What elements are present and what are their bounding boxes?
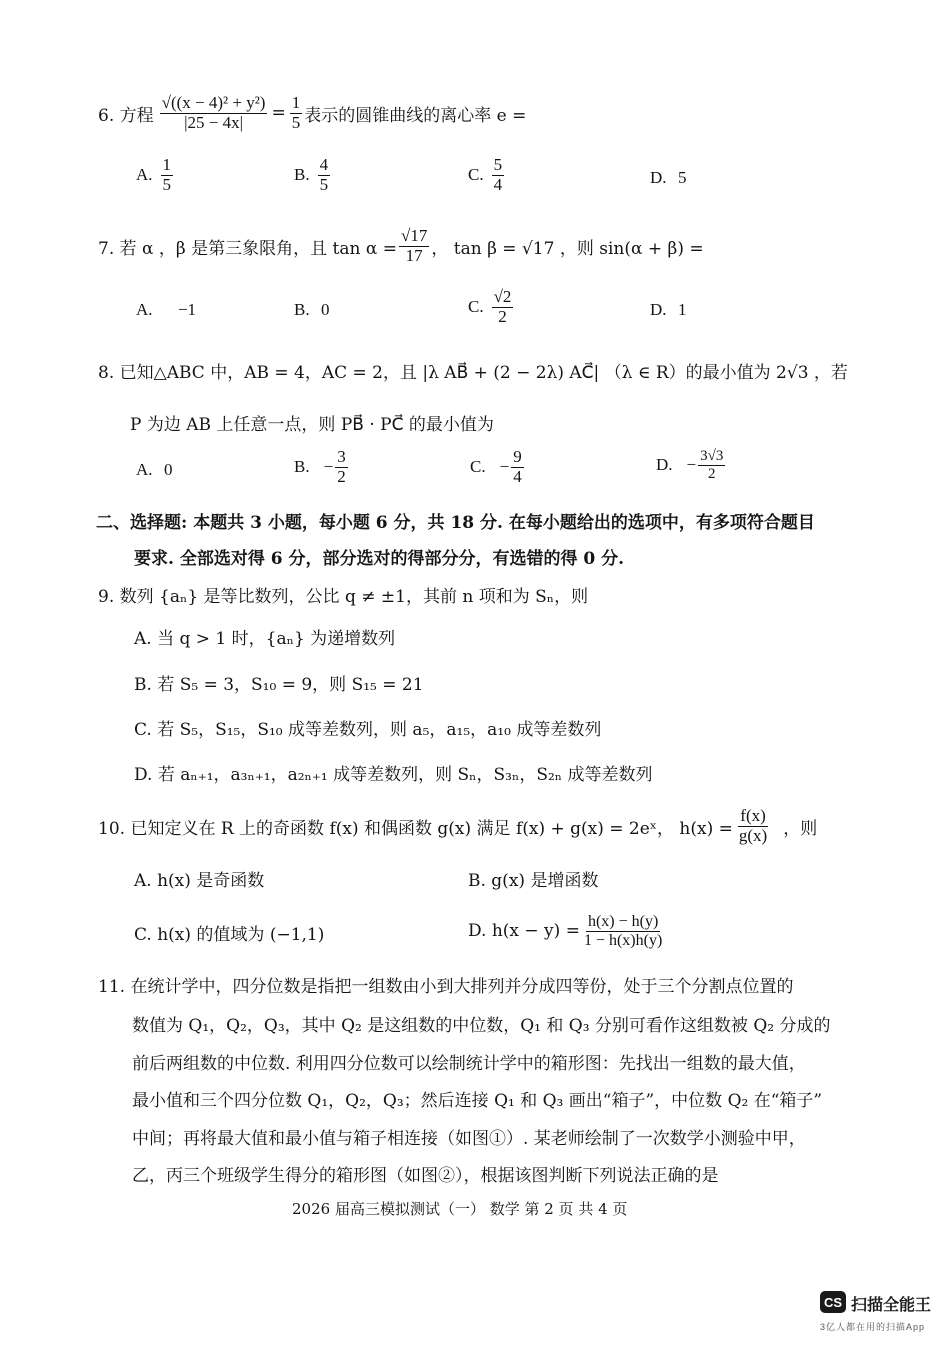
- q8-line-1: 8. 已知△ABC 中，AB = 4，AC = 2，且 |λ AB⃗ + (2 − 2λ) AC⃗| （λ ∈ R）的最小值为 2√3 ，若: [98, 363, 848, 383]
- denominator: 2: [337, 466, 346, 486]
- q10-option-c: C. h(x) 的值域为 (−1,1): [134, 925, 325, 945]
- q6-option-a: [136, 156, 175, 194]
- option-letter: D.: [656, 455, 673, 474]
- q7-prefix: 7. 若 α ，β 是第三象限角，且 tan α =: [98, 238, 397, 259]
- q6-rhs-numerator: 1: [291, 92, 301, 112]
- camscanner-name: 扫描全能王: [851, 1297, 932, 1314]
- q7-fraction: [399, 227, 429, 265]
- q10-d-denominator: 1 − h(x)h(y): [583, 931, 663, 949]
- numerator: √2: [493, 287, 512, 306]
- denominator: 4: [513, 466, 522, 486]
- option-fraction: [318, 156, 331, 194]
- denominator: 2: [498, 306, 507, 326]
- option-letter: D.: [650, 300, 667, 319]
- q11-line-4: 最小值和三个四分位数 Q₁，Q₂，Q₃；然后连接 Q₁ 和 Q₃ 画出“箱子”，中位数 Q₂ 在“箱子”: [132, 1091, 823, 1111]
- option-value: 0: [163, 460, 173, 479]
- numerator: 4: [319, 155, 329, 174]
- option-fraction: [161, 156, 174, 194]
- option-letter: C.: [470, 457, 486, 477]
- option-letter: D.: [650, 168, 667, 187]
- q6-rhs-fraction: [290, 94, 303, 132]
- numerator: 1: [162, 155, 172, 174]
- q10-option-a: A. h(x) 是奇函数: [134, 871, 265, 891]
- option-letter: B.: [294, 165, 310, 185]
- numerator: 9: [513, 447, 522, 466]
- question-6: [98, 88, 526, 138]
- q9-option-c: C. 若 S₅，S₁₅，S₁₀ 成等差数列，则 a₅，a₁₅，a₁₀ 成等差数列: [134, 720, 602, 740]
- option-letter: A.: [136, 165, 153, 185]
- q7-option-b: [294, 300, 330, 320]
- q9-stem: 9. 数列 {aₙ} 是等比数列，公比 q ≠ ±1，其前 n 项和为 Sₙ，则: [98, 587, 589, 607]
- numerator: 5: [493, 155, 503, 174]
- q10-d-prefix: D. h(x − y) =: [468, 921, 580, 941]
- q7-option-d: [650, 300, 686, 320]
- option-value: 1: [677, 300, 687, 319]
- denominator: 2: [707, 465, 716, 482]
- denominator: 4: [493, 174, 503, 194]
- q10-d-fraction: [582, 913, 664, 949]
- option-fraction: [492, 156, 505, 194]
- q7-option-a: [136, 300, 196, 320]
- q8-option-c: [470, 448, 526, 486]
- option-value: 5: [677, 168, 687, 187]
- q6-lhs-fraction: [160, 94, 268, 132]
- q10-h-numerator: f(x): [740, 805, 766, 825]
- q6-option-d: [650, 168, 686, 188]
- option-letter: A.: [136, 460, 153, 479]
- option-letter: B.: [294, 300, 310, 319]
- q6-lhs-denominator: |25 − 4x|: [184, 112, 243, 132]
- page-footer: 2026 届高三模拟测试（一） 数学 第 2 页 共 4 页: [292, 1200, 628, 1218]
- section-2-heading-line-1: 二、选择题: 本题共 3 小题，每小题 6 分，共 18 分. 在每小题给出的选项中，有多项符合题目: [96, 513, 815, 533]
- q7-suffix: ， tan β = √17 ，则 sin(α + β) =: [431, 238, 704, 259]
- section-2-heading-line-2: 要求. 全部选对得 6 分，部分选对的得部分分，有选错的得 0 分.: [134, 549, 625, 569]
- q6-lhs-numerator: √((x − 4)² + y²): [161, 92, 266, 112]
- q10-h-denominator: g(x): [738, 825, 768, 845]
- q6-eq: =: [271, 103, 286, 123]
- option-fraction: [511, 448, 524, 486]
- q6-prefix: 6. 方程: [98, 105, 154, 126]
- q6-option-c: [468, 156, 506, 194]
- q7-option-c: [468, 288, 515, 326]
- option-value: 0: [321, 300, 330, 319]
- denominator: 5: [319, 174, 329, 194]
- q11-line-2: 数值为 Q₁，Q₂，Q₃，其中 Q₂ 是这组数的中位数，Q₁ 和 Q₃ 分别可看作这组数被 Q₂ 分成的: [132, 1016, 831, 1036]
- q8-option-a: [136, 460, 172, 480]
- option-fraction: [492, 288, 514, 326]
- q6-suffix: 表示的圆锥曲线的离心率 e =: [304, 105, 527, 126]
- q11-line-3: 前后两组数的中位数. 利用四分位数可以绘制统计学中的箱形图：先找出一组数的最大值，: [132, 1054, 806, 1074]
- option-sign: −: [323, 457, 334, 477]
- option-sign: −: [686, 455, 697, 474]
- q10-option-b: B. g(x) 是增函数: [468, 871, 599, 891]
- q11-line-6: 乙，丙三个班级学生得分的箱形图（如图②），根据该图判断下列说法正确的是: [132, 1166, 719, 1186]
- option-sign: −: [499, 457, 510, 477]
- option-fraction: [698, 448, 725, 482]
- q11-line-1: 11. 在统计学中，四分位数是指把一组数由小到大排列并分成四等份，处于三个分割点位置的: [98, 977, 794, 997]
- q10-stem: 10. 已知定义在 R 上的奇函数 f(x) 和偶函数 g(x) 满足 f(x) + g(x) = 2eˣ， h(x) =: [98, 818, 733, 839]
- question-10: [98, 802, 817, 850]
- q6-rhs-denominator: 5: [291, 112, 301, 132]
- q8-option-b: [294, 448, 350, 486]
- q8-line-2: P 为边 AB 上任意一点，则 PB⃗ · PC⃗ 的最小值为: [130, 415, 494, 435]
- q7-denominator: 17: [405, 245, 423, 265]
- camscanner-tagline: 3亿人都在用的扫描App: [820, 1322, 926, 1332]
- q10-d-numerator: h(x) − h(y): [587, 912, 659, 930]
- q8-option-d: [656, 448, 727, 482]
- option-fraction: [335, 448, 348, 486]
- q7-numerator: √17: [401, 225, 428, 245]
- camscanner-logo-icon: CS: [820, 1291, 846, 1313]
- option-letter: C.: [468, 165, 484, 185]
- q6-option-b: [294, 156, 332, 194]
- q10-h-fraction: [737, 807, 769, 845]
- q9-option-a: A. 当 q > 1 时，{aₙ} 为递增数列: [134, 629, 396, 649]
- numerator: 3√3: [700, 448, 724, 464]
- option-value: −1: [177, 300, 197, 319]
- q11-line-5: 中间；再将最大值和最小值与箱子相连接（如图①）. 某老师绘制了一次数学小测验中甲，: [132, 1129, 806, 1149]
- option-letter: C.: [468, 297, 484, 317]
- question-7: [98, 220, 704, 272]
- q10-stem-end: ，则: [783, 818, 818, 839]
- q9-option-d: D. 若 aₙ₊₁，a₃ₙ₊₁，a₂ₙ₊₁ 成等差数列，则 Sₙ，S₃ₙ，S₂ₙ 成等差数列: [134, 765, 653, 785]
- q10-option-d: [468, 906, 666, 956]
- option-letter: A.: [136, 300, 153, 319]
- option-letter: B.: [294, 457, 310, 477]
- numerator: 3: [337, 447, 346, 466]
- denominator: 5: [162, 174, 172, 194]
- q9-option-b: B. 若 S₅ = 3，S₁₀ = 9，则 S₁₅ = 21: [134, 675, 424, 695]
